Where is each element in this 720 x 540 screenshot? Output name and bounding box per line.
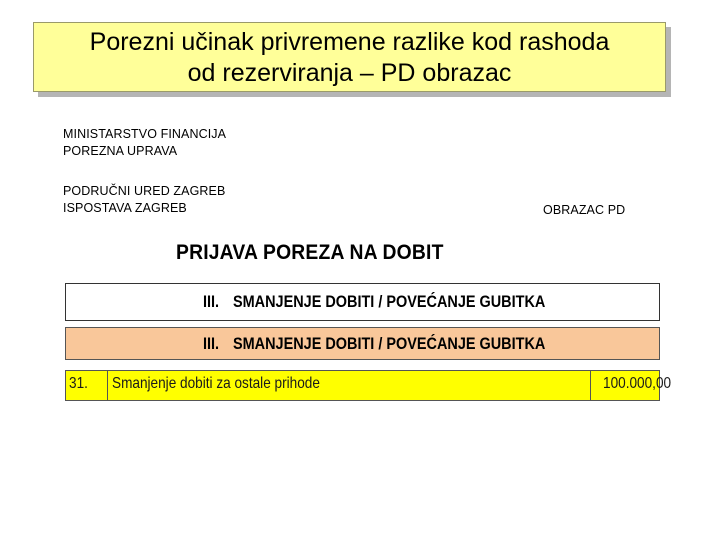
section-roman-numeral: III.	[203, 333, 220, 353]
regional-office: PODRUČNI URED ZAGREB	[63, 184, 226, 198]
row-amount-cell	[591, 371, 672, 400]
row-amount: 100.000,00	[603, 375, 672, 392]
section-title: SMANJENJE DOBITI / POVEĆANJE GUBITKA	[233, 333, 546, 353]
form-row-31	[65, 370, 672, 401]
section-roman-numeral: III.	[203, 292, 220, 311]
slide-title-line-2: od rezerviranja – PD obrazac	[187, 59, 512, 87]
tax-administration-name: POREZNA UPRAVA	[63, 144, 178, 158]
form-code: OBRAZAC PD	[543, 203, 626, 217]
row-number-cell	[66, 371, 108, 400]
slide-title-line-1: Porezni učinak privremene razlike kod rashoda	[89, 28, 610, 56]
branch-office: ISPOSTAVA ZAGREB	[63, 201, 187, 215]
ministry-header	[63, 126, 226, 160]
section-title: SMANJENJE DOBITI / POVEĆANJE GUBITKA	[233, 292, 546, 311]
section-header-highlighted	[65, 327, 660, 360]
form-heading: PRIJAVA POREZA NA DOBIT	[176, 241, 444, 264]
slide-title	[33, 22, 666, 92]
row-description-cell	[108, 371, 591, 400]
row-description: Smanjenje dobiti za ostale prihode	[112, 375, 320, 392]
row-number: 31.	[69, 375, 88, 392]
ministry-name: MINISTARSTVO FINANCIJA	[63, 127, 227, 141]
office-header	[63, 183, 225, 217]
section-header-plain	[65, 283, 660, 321]
